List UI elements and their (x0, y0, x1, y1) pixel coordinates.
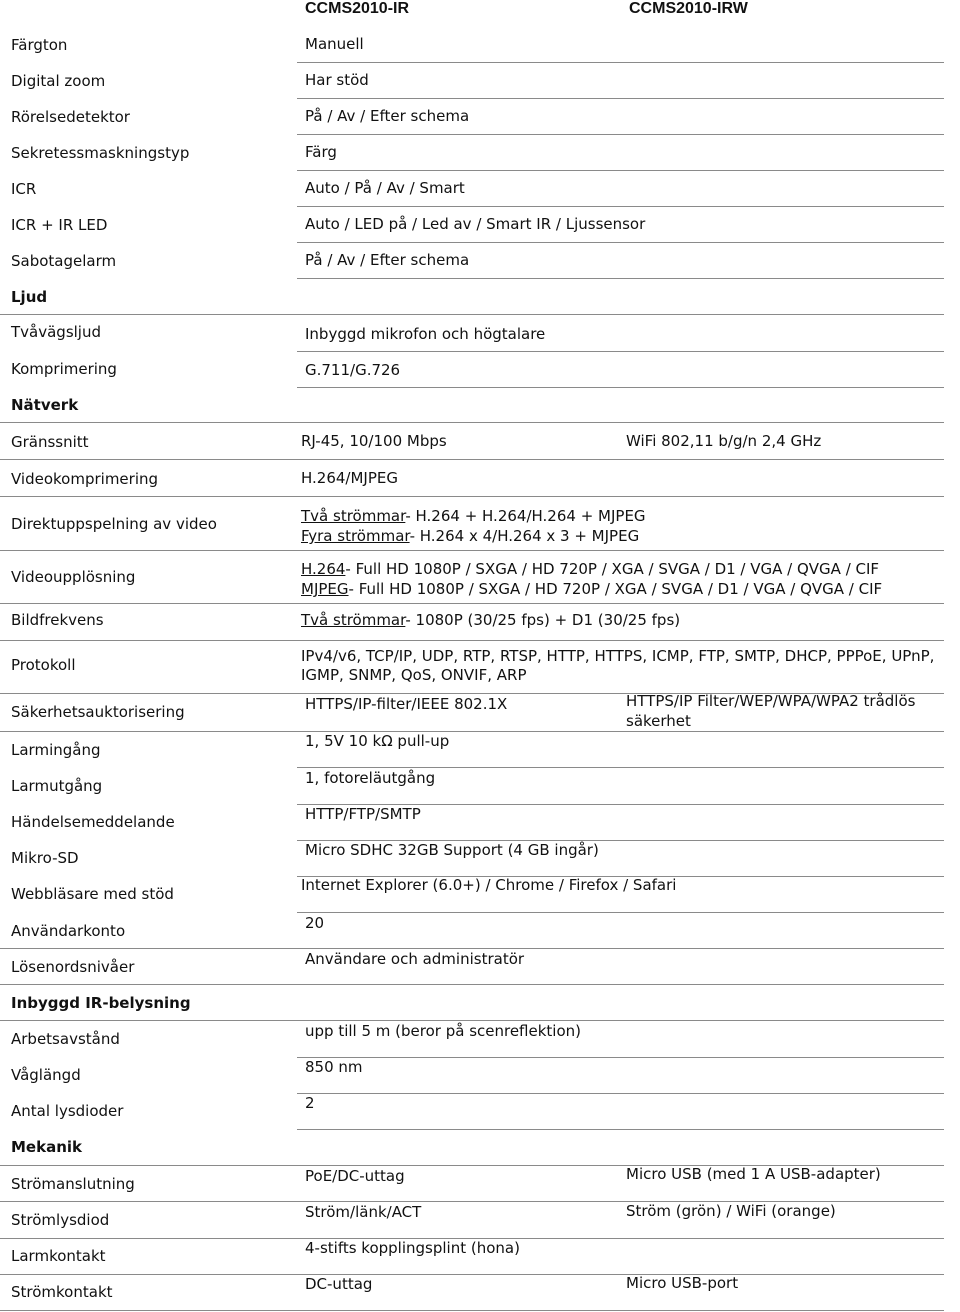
spec-value-ir: Manuell (305, 35, 364, 53)
spec-value-text: - H.264 x 4/H.264 x 3 + MJPEG (409, 527, 640, 545)
spec-label: ICR (11, 180, 37, 198)
spec-label: Videoupplösning (11, 568, 136, 586)
section-heading: Nätverk (11, 396, 79, 414)
row-divider (297, 387, 944, 388)
spec-value-ir: 20 (305, 914, 325, 932)
spec-value-line (301, 611, 680, 630)
spec-label: Larmingång (11, 741, 101, 759)
spec-value-text: - 1080P (30/25 fps) + D1 (30/25 fps) (405, 611, 681, 629)
row-divider (0, 640, 944, 641)
spec-label: Användarkonto (11, 922, 126, 940)
spec-value-line (301, 560, 879, 579)
spec-value-ir: H.264/MJPEG (301, 469, 398, 487)
row-divider (0, 1020, 944, 1021)
model-header-ir: CCMS2010-IR (305, 0, 410, 17)
spec-value-ir: 1, 5V 10 kΩ pull-up (305, 732, 450, 750)
spec-value-ir: 850 nm (305, 1058, 363, 1076)
row-divider (297, 206, 944, 207)
section-heading: Inbyggd IR-belysning (11, 994, 191, 1012)
spec-value-ir: 1, fotoreläutgång (305, 769, 436, 787)
row-divider (0, 550, 944, 551)
spec-label: Komprimering (11, 360, 117, 378)
spec-value-irw: HTTPS/IP Filter/WEP/WPA/WPA2 trådlös (626, 692, 916, 710)
spec-label: Mikro-SD (11, 849, 79, 867)
spec-value-ir: Internet Explorer (6.0+) / Chrome / Firefox / Safari (301, 876, 677, 894)
spec-value-text: - H.264 + H.264/H.264 + MJPEG (405, 507, 646, 525)
spec-value-ir: 4-stifts kopplingsplint (hona) (305, 1239, 520, 1257)
spec-value-ir: Auto / På / Av / Smart (305, 179, 465, 197)
spec-value-text: - Full HD 1080P / SXGA / HD 720P / XGA / SVGA / D1 / VGA / QVGA / CIF (348, 580, 883, 598)
spec-label: Lösenordsnivåer (11, 958, 135, 976)
row-divider (297, 912, 944, 913)
spec-value-irw: säkerhet (626, 712, 691, 730)
row-divider (0, 314, 944, 315)
spec-value-ir: upp till 5 m (beror på scenreflektion) (305, 1022, 582, 1040)
row-divider (297, 170, 944, 171)
spec-label: Strömanslutning (11, 1175, 135, 1193)
spec-label: Larmkontakt (11, 1247, 106, 1265)
spec-value-line (301, 527, 639, 546)
spec-value-text: IPv4/v6, TCP/IP, UDP, RTP, RTSP, HTTP, HTTPS, ICMP, FTP, SMTP, DHCP, PPPoE, UPnP, (301, 647, 935, 665)
spec-value-ir: PoE/DC-uttag (305, 1167, 405, 1185)
spec-label: Larmutgång (11, 777, 103, 795)
row-divider (0, 1310, 944, 1311)
row-divider (0, 459, 944, 460)
stream-type-label: H.264 (301, 560, 346, 578)
spec-value-text: - Full HD 1080P / SXGA / HD 720P / XGA / SVGA / D1 / VGA / QVGA / CIF (345, 560, 880, 578)
spec-value-ir: Har stöd (305, 71, 369, 89)
row-divider (297, 1057, 944, 1058)
spec-label: Strömkontakt (11, 1283, 113, 1301)
spec-value-ir: G.711/G.726 (305, 361, 401, 379)
spec-label: Webbläsare med stöd (11, 885, 174, 903)
spec-value-ir: HTTP/FTP/SMTP (305, 805, 421, 823)
row-divider (297, 98, 944, 99)
spec-label: Tvåvägsljud (11, 323, 101, 341)
row-divider (297, 278, 944, 279)
spec-label: Bildfrekvens (11, 611, 104, 629)
row-divider (0, 948, 944, 949)
spec-label: Digital zoom (11, 72, 106, 90)
spec-value-ir: Färg (305, 143, 337, 161)
spec-value-irw: WiFi 802,11 b/g/n 2,4 GHz (626, 432, 822, 450)
spec-value-ir: På / Av / Efter schema (305, 107, 470, 125)
spec-value-ir: Micro SDHC 32GB Support (4 GB ingår) (305, 841, 599, 859)
row-divider (0, 422, 944, 423)
spec-label: Videokomprimering (11, 470, 159, 488)
row-divider (297, 62, 944, 63)
stream-type-label: Fyra strömmar (301, 527, 410, 545)
spec-label: Färgton (11, 36, 68, 54)
spec-value-ir: RJ-45, 10/100 Mbps (301, 432, 447, 450)
stream-type-label: Två strömmar (301, 611, 406, 629)
row-divider (297, 1129, 944, 1130)
spec-label: Våglängd (11, 1066, 81, 1084)
row-divider (297, 1093, 944, 1094)
spec-value-ir: Auto / LED på / Led av / Smart IR / Ljussensor (305, 215, 646, 233)
spec-label: Direktuppspelning av video (11, 515, 217, 533)
section-heading: Mekanik (11, 1138, 82, 1156)
row-divider (0, 1274, 944, 1275)
model-header-irw: CCMS2010-IRW (629, 0, 748, 17)
row-divider (0, 731, 944, 732)
row-divider (0, 984, 944, 985)
spec-label: Antal lysdioder (11, 1102, 124, 1120)
spec-value-ir: DC-uttag (305, 1275, 373, 1293)
spec-label: Protokoll (11, 656, 76, 674)
spec-value-line (301, 666, 526, 685)
spec-value-ir: Ström/länk/ACT (305, 1203, 422, 1221)
spec-value-irw: Micro USB-port (626, 1274, 739, 1292)
spec-value-irw: Micro USB (med 1 A USB-adapter) (626, 1165, 881, 1183)
spec-label: Säkerhetsauktorisering (11, 703, 185, 721)
row-divider (297, 767, 944, 768)
spec-label: Sabotagelarm (11, 252, 117, 270)
spec-value-line (301, 647, 934, 666)
row-divider (0, 496, 944, 497)
row-divider (297, 134, 944, 135)
spec-value-line (301, 507, 646, 526)
row-divider (0, 603, 944, 604)
spec-value-ir: HTTPS/IP-filter/IEEE 802.1X (305, 695, 508, 713)
spec-label: Arbetsavstånd (11, 1030, 120, 1048)
spec-value-ir: 2 (305, 1094, 315, 1112)
section-heading: Ljud (11, 288, 48, 306)
spec-value-ir: Användare och administratör (305, 950, 525, 968)
spec-label: Händelsemeddelande (11, 813, 175, 831)
spec-value-ir: Inbyggd mikrofon och högtalare (305, 325, 546, 343)
spec-value-line (301, 580, 882, 599)
row-divider (297, 242, 944, 243)
stream-type-label: Två strömmar (301, 507, 406, 525)
stream-type-label: MJPEG (301, 580, 349, 598)
spec-label: ICR + IR LED (11, 216, 108, 234)
spec-label: Gränssnitt (11, 433, 89, 451)
spec-value-irw: Ström (grön) / WiFi (orange) (626, 1202, 836, 1220)
spec-value-ir: På / Av / Efter schema (305, 251, 470, 269)
spec-label: Strömlysdiod (11, 1211, 110, 1229)
spec-label: Rörelsedetektor (11, 108, 130, 126)
row-divider (297, 351, 944, 352)
spec-label: Sekretessmaskningstyp (11, 144, 190, 162)
spec-value-text: IGMP, SNMP, QoS, ONVIF, ARP (301, 666, 527, 684)
